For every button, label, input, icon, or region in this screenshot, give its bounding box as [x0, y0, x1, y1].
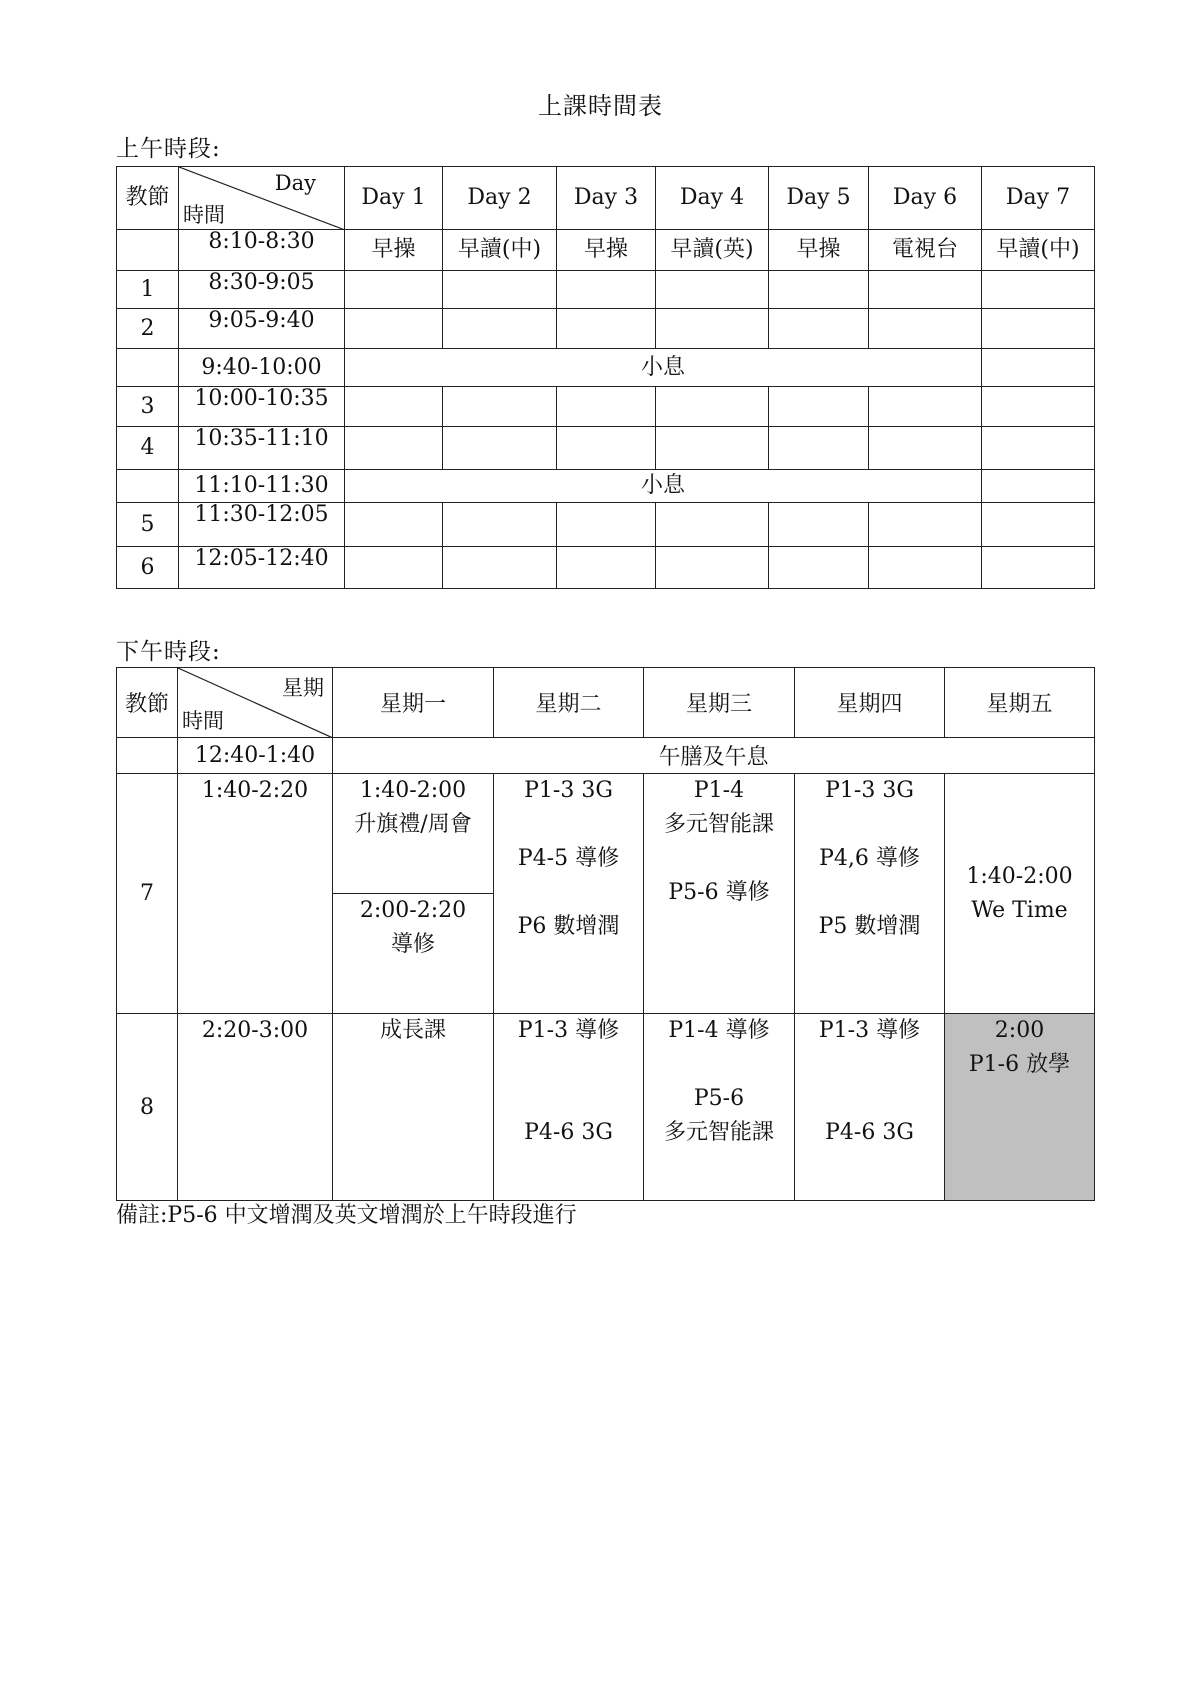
lesson-cell — [557, 309, 656, 349]
lesson-cell — [982, 427, 1095, 470]
lesson-cell — [443, 547, 557, 589]
lesson-cell — [769, 427, 869, 470]
cell-line: P1-4 導修 — [668, 1018, 770, 1043]
period-cell: 5 — [117, 503, 179, 547]
time-text: 2:20-3:00 — [201, 1018, 309, 1043]
lesson-cell — [869, 309, 982, 349]
cell-line: P4-5 導修 — [517, 846, 620, 871]
lesson-cell — [982, 387, 1095, 427]
activity-cell: 早操 — [557, 230, 656, 271]
cell-line — [795, 1048, 944, 1082]
weekday-header: 星期四 — [795, 668, 945, 738]
time-cell: 8:30-9:05 — [179, 271, 345, 309]
lesson-cell — [345, 503, 443, 547]
cell-line: 1:40-2:00 — [966, 863, 1073, 889]
time-cell: 8:10-8:30 — [179, 230, 345, 271]
lesson-cell — [769, 547, 869, 589]
activity-cell: 早讀(英) — [656, 230, 769, 271]
time-cell: 10:35-11:10 — [179, 427, 345, 470]
header-time-label: 時間 — [183, 203, 225, 227]
lesson-cell — [982, 309, 1095, 349]
time-cell — [178, 774, 333, 1014]
cell-line: 多元智能課 — [663, 1120, 774, 1145]
cell-line: P1-6 放學 — [968, 1052, 1071, 1077]
table-row — [117, 230, 1095, 271]
tuesday-p7-cell — [494, 774, 644, 1014]
day-header: Day 4 — [656, 167, 769, 230]
cell-line: P4-6 3G — [524, 1120, 613, 1145]
time-cell: 9:05-9:40 — [179, 309, 345, 349]
time-cell: 11:10-11:30 — [179, 470, 345, 503]
lesson-cell — [869, 271, 982, 309]
cell-line — [795, 808, 944, 842]
lesson-cell — [769, 271, 869, 309]
tuesday-p8-cell — [494, 1014, 644, 1201]
lesson-cell — [345, 547, 443, 589]
lesson-cell — [345, 271, 443, 309]
break-cell: 小息 — [345, 349, 982, 387]
footnote: 備註:P5-6 中文增潤及英文增潤於上午時段進行 — [116, 1203, 577, 1228]
cell-line — [644, 1048, 794, 1082]
day-header: Day 5 — [769, 167, 869, 230]
cell-line: 1:40-2:00 — [359, 778, 467, 803]
day-header: Day 1 — [345, 167, 443, 230]
lesson-cell — [869, 387, 982, 427]
period-cell — [117, 349, 179, 387]
morning-timetable — [116, 166, 1095, 589]
weekday-header: 星期三 — [644, 668, 795, 738]
lesson-cell — [656, 427, 769, 470]
cell-line — [795, 1082, 944, 1116]
period-cell: 1 — [117, 271, 179, 309]
lesson-cell — [345, 387, 443, 427]
afternoon-timetable — [116, 667, 1095, 1201]
table-row — [117, 271, 1095, 309]
day-header: Day 7 — [982, 167, 1095, 230]
period-cell: 6 — [117, 547, 179, 589]
time-cell — [178, 1014, 333, 1201]
lesson-cell — [557, 503, 656, 547]
cell-line: P5 數增潤 — [818, 914, 921, 939]
lesson-cell — [656, 309, 769, 349]
wednesday-p7-cell — [644, 774, 795, 1014]
lesson-cell — [443, 309, 557, 349]
weekday-header: 星期五 — [945, 668, 1095, 738]
time-cell: 12:40-1:40 — [178, 738, 333, 774]
cell-line: P5-6 導修 — [668, 880, 770, 905]
period-cell — [117, 738, 178, 774]
lesson-cell — [443, 387, 557, 427]
period-cell: 2 — [117, 309, 179, 349]
header-period: 教節 — [117, 167, 179, 230]
lesson-cell — [345, 427, 443, 470]
lesson-cell — [769, 387, 869, 427]
time-cell: 10:00-10:35 — [179, 387, 345, 427]
cell-line — [494, 808, 643, 842]
cell-line: P5-6 — [693, 1086, 745, 1111]
table-row — [117, 387, 1095, 427]
table-row — [117, 427, 1095, 470]
break-row — [117, 470, 1095, 503]
thursday-p7-cell — [795, 774, 945, 1014]
page-title: 上課時間表 — [538, 92, 663, 120]
header-diagonal-cell — [178, 668, 333, 738]
cell-line: P4-6 3G — [825, 1120, 914, 1145]
cell-line: P4,6 導修 — [819, 846, 920, 871]
lesson-cell — [769, 503, 869, 547]
thursday-p8-cell — [795, 1014, 945, 1201]
lesson-cell — [345, 309, 443, 349]
table-row — [117, 503, 1095, 547]
lesson-cell — [557, 547, 656, 589]
time-text: 1:40-2:20 — [201, 778, 309, 803]
cell-line: 2:00-2:20 — [359, 898, 467, 923]
header-time-label: 時間 — [182, 709, 224, 733]
cell-line: 成長課 — [379, 1018, 446, 1043]
cell-line: P1-4 — [693, 778, 745, 803]
afternoon-section-label: 下午時段: — [116, 639, 221, 665]
cell-line — [494, 876, 643, 910]
header-period: 教節 — [117, 668, 178, 738]
cell-line: 導修 — [390, 932, 435, 957]
lesson-cell — [982, 271, 1095, 309]
lesson-cell — [443, 503, 557, 547]
cell-line: 2:00 — [994, 1018, 1045, 1043]
lesson-cell — [557, 387, 656, 427]
afternoon-header-row — [117, 668, 1095, 738]
activity-cell: 電視台 — [869, 230, 982, 271]
wednesday-p8-cell — [644, 1014, 795, 1201]
morning-header-row — [117, 167, 1095, 230]
lunch-row — [117, 738, 1095, 774]
activity-cell: 早讀(中) — [982, 230, 1095, 271]
cell-line: P1-3 3G — [524, 778, 613, 803]
lesson-cell — [557, 271, 656, 309]
cell-line: We Time — [971, 897, 1068, 923]
activity-cell: 早操 — [345, 230, 443, 271]
day-header: Day 6 — [869, 167, 982, 230]
lesson-cell — [982, 503, 1095, 547]
lesson-cell — [557, 427, 656, 470]
lunch-cell: 午膳及午息 — [333, 738, 1095, 774]
period-cell: 4 — [117, 427, 179, 470]
time-cell: 12:05-12:40 — [179, 547, 345, 589]
break-row — [117, 349, 1095, 387]
header-diagonal-cell — [179, 167, 345, 230]
lesson-cell — [869, 427, 982, 470]
lesson-cell — [656, 387, 769, 427]
monday-p8-cell — [333, 1014, 494, 1201]
lesson-cell — [656, 503, 769, 547]
time-cell: 9:40-10:00 — [179, 349, 345, 387]
day-header: Day 2 — [443, 167, 557, 230]
lesson-cell — [769, 309, 869, 349]
period-cell — [117, 470, 179, 503]
break-cell: 小息 — [345, 470, 982, 503]
weekday-header: 星期一 — [333, 668, 494, 738]
table-row — [117, 547, 1095, 589]
activity-cell: 早讀(中) — [443, 230, 557, 271]
period-cell: 7 — [117, 774, 178, 1014]
period-7-row — [117, 774, 1095, 894]
cell-line — [494, 1048, 643, 1082]
weekday-header: 星期二 — [494, 668, 644, 738]
lesson-cell — [982, 547, 1095, 589]
time-cell: 11:30-12:05 — [179, 503, 345, 547]
lesson-cell — [982, 349, 1095, 387]
cell-line: P1-3 3G — [825, 778, 914, 803]
period-cell: 8 — [117, 1014, 178, 1201]
friday-p7-cell — [945, 774, 1095, 1014]
period-cell — [117, 230, 179, 271]
period-cell: 3 — [117, 387, 179, 427]
lesson-cell — [656, 271, 769, 309]
cell-line: P1-3 導修 — [517, 1018, 620, 1043]
monday-tutorial-cell — [333, 894, 494, 1014]
header-day-label: Day — [274, 171, 316, 195]
lesson-cell — [869, 503, 982, 547]
lesson-cell — [656, 547, 769, 589]
header-weekday-label: 星期 — [282, 676, 324, 700]
cell-line — [494, 1082, 643, 1116]
friday-dismissal-cell — [945, 1014, 1095, 1201]
lesson-cell — [869, 547, 982, 589]
activity-cell: 早操 — [769, 230, 869, 271]
period-8-row — [117, 1014, 1095, 1201]
cell-line: 多元智能課 — [663, 812, 774, 837]
cell-line — [795, 876, 944, 910]
cell-line: P6 數增潤 — [517, 914, 620, 939]
table-row — [117, 309, 1095, 349]
lesson-cell — [982, 470, 1095, 503]
cell-line: 升旗禮/周會 — [354, 812, 472, 837]
morning-section-label: 上午時段: — [116, 136, 221, 162]
monday-assembly-cell — [333, 774, 494, 894]
cell-line: P1-3 導修 — [818, 1018, 921, 1043]
lesson-cell — [443, 271, 557, 309]
day-header: Day 3 — [557, 167, 656, 230]
lesson-cell — [443, 427, 557, 470]
